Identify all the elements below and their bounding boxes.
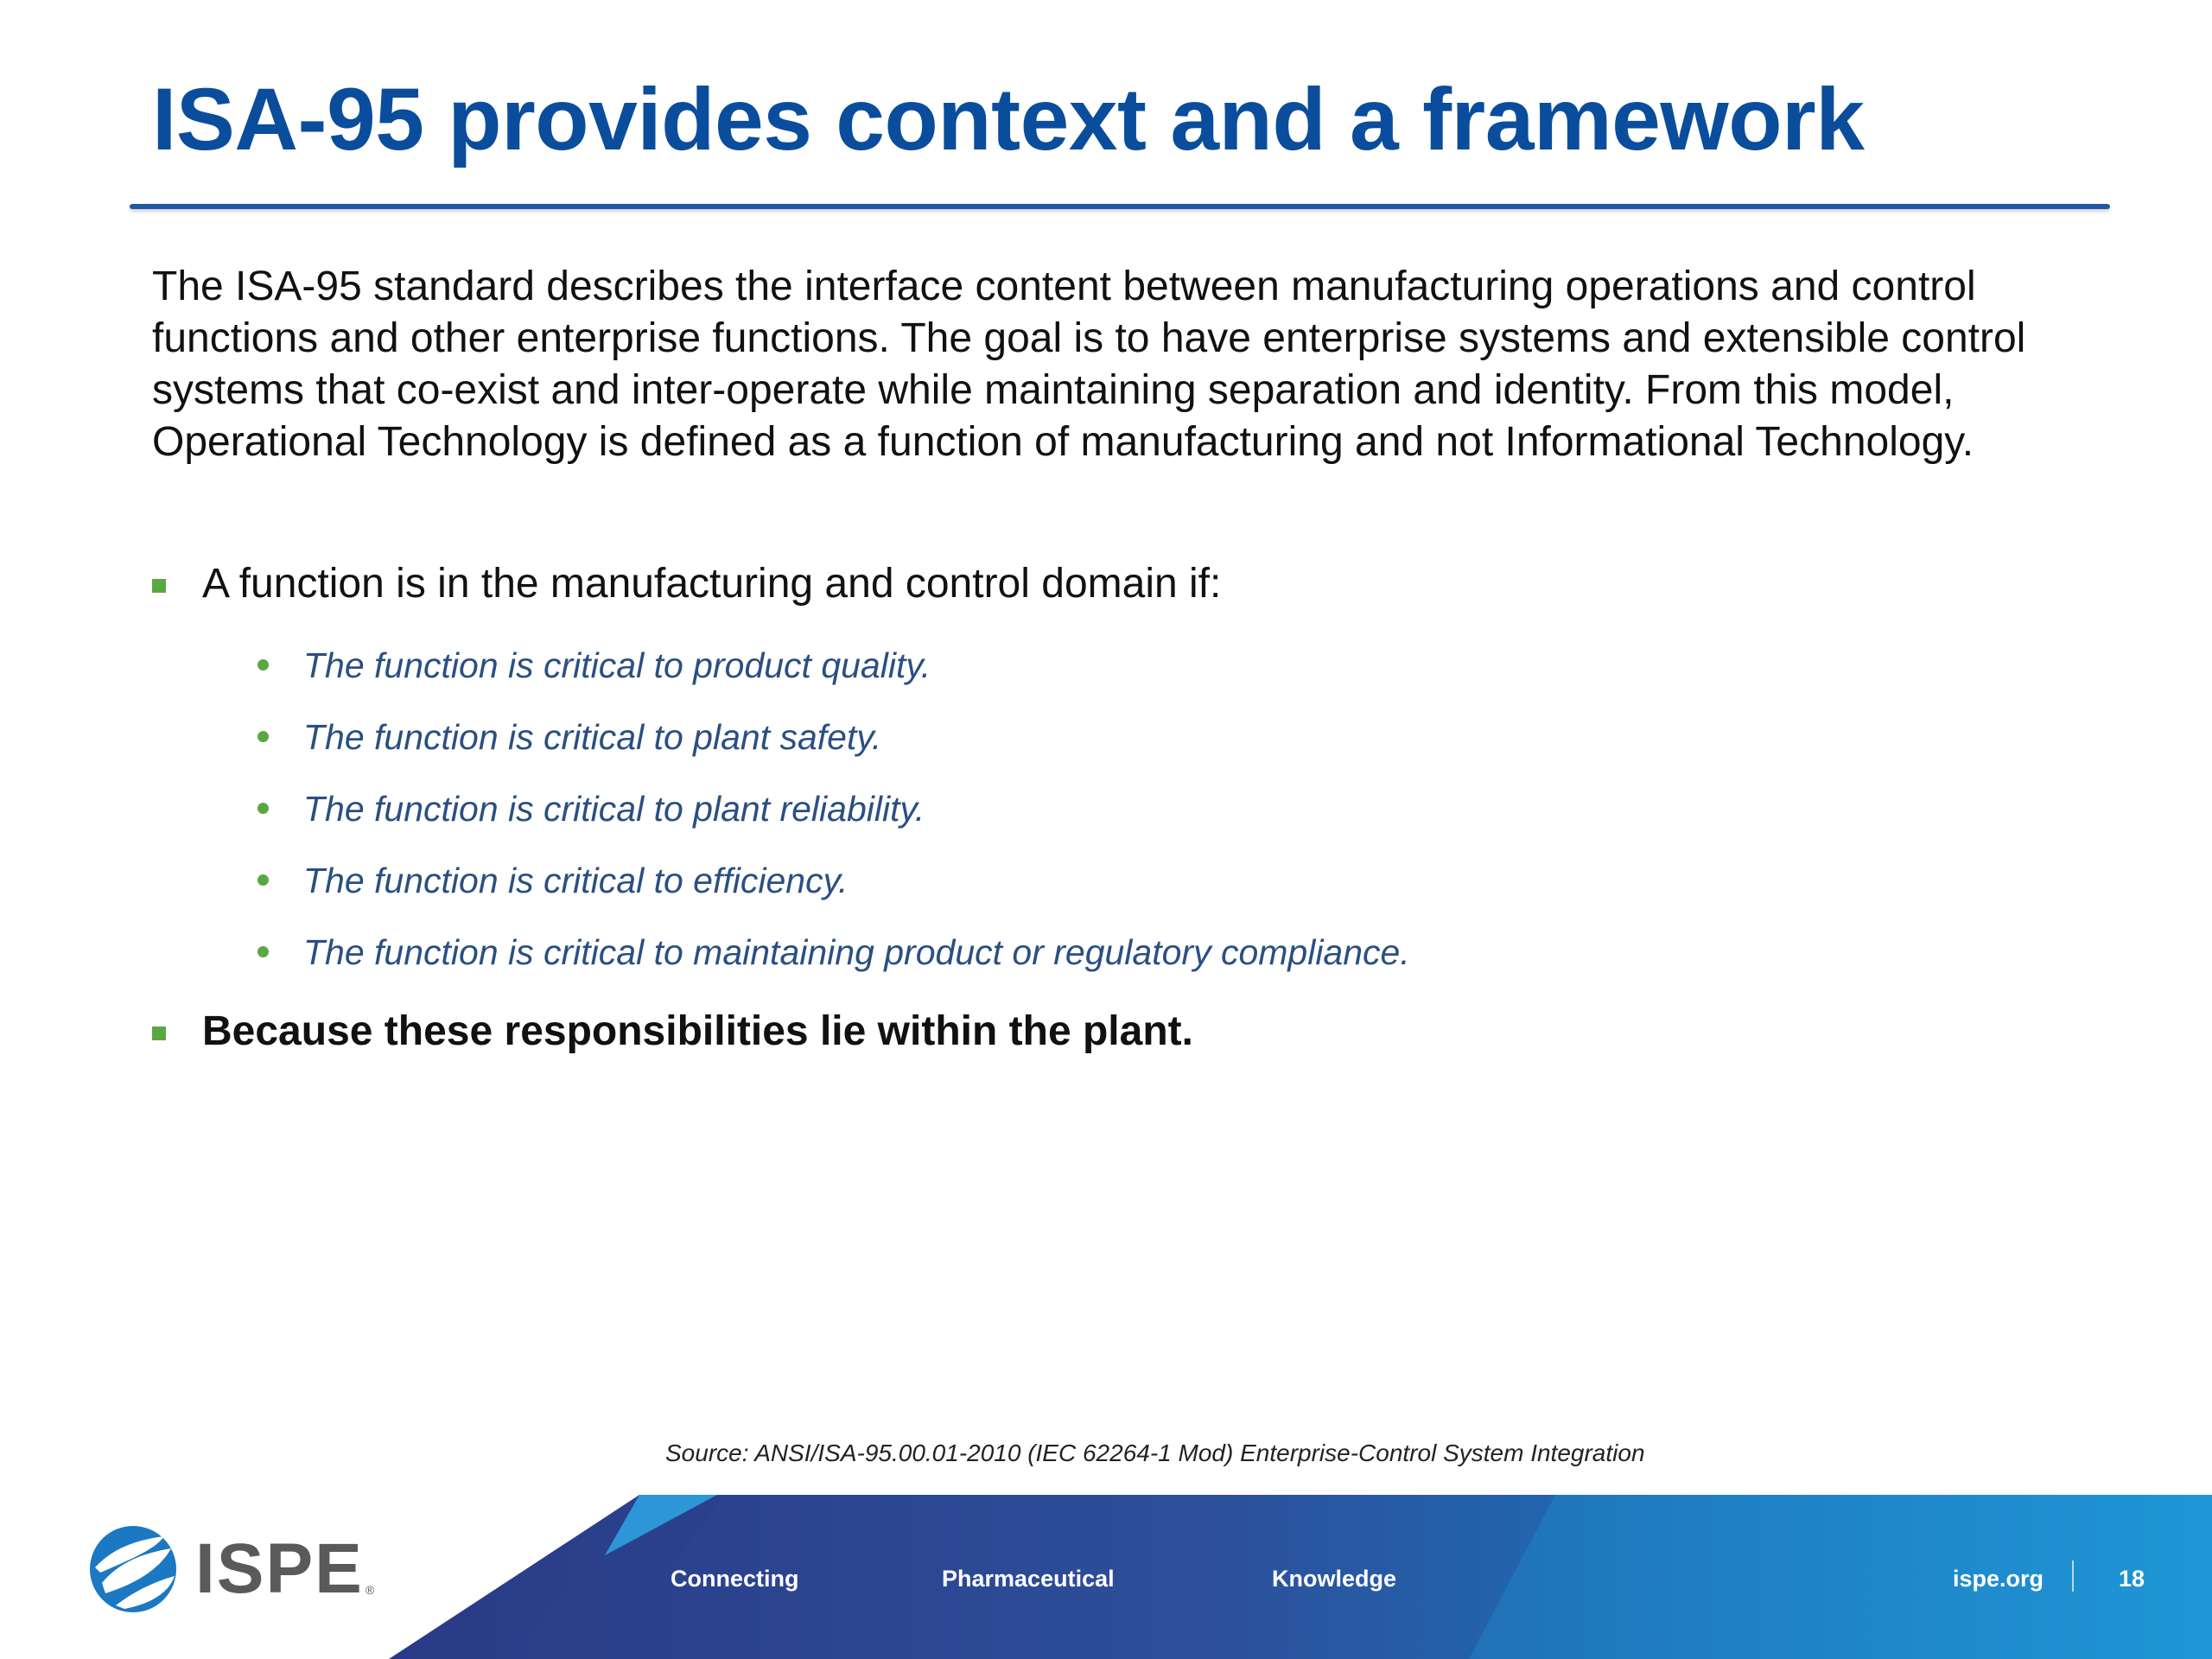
tagline-pharmaceutical: Pharmaceutical [942,1566,1115,1592]
sub-bullet-item [257,844,1410,916]
dot-bullet-icon [257,659,269,671]
sub-bullet-text: The function is critical to product quality. [303,645,931,685]
tagline-knowledge: Knowledge [1272,1566,1397,1592]
registered-mark: ® [365,1583,375,1597]
slide-title: ISA-95 provides context and a framework [152,70,1865,168]
dot-bullet-icon [257,803,269,814]
tagline-connecting: Connecting [671,1566,799,1592]
sub-bullet-text: The function is critical to plant reliability. [303,788,925,829]
bullet-text: Because these responsibilities lie within the plant. [202,1008,1193,1054]
square-bullet-icon [152,1027,166,1040]
dot-bullet-icon [257,874,269,886]
sub-bullet-list [257,629,1410,988]
sub-bullet-text: The function is critical to maintaining product or regulatory compliance. [303,931,1410,972]
source-citation: Source: ANSI/ISA-95.00.01-2010 (IEC 62264-1 Mod) Enterprise-Control System Integration [665,1440,1645,1466]
dot-bullet-icon [257,731,269,742]
bullet-text: A function is in the manufacturing and control domain if: [202,561,1222,607]
sub-bullet-item [257,701,1410,772]
page-number: 18 [2119,1566,2145,1592]
bullet-item [152,1006,1193,1058]
footer-separator [2072,1560,2074,1592]
sub-bullet-item [257,629,1410,701]
title-divider [130,204,2110,209]
sub-bullet-text: The function is critical to efficiency. [303,860,849,900]
sub-bullet-item [257,916,1410,988]
bullet-item [152,558,1221,610]
intro-paragraph: The ISA-95 standard describes the interface content between manufacturing operations and control functions and other enterprise functions. The goal is to have enterprise systems and extensible control systems that co-exist and inter-operate while maintaining separation and identity. From this model, Operational Technology is defined as a function of manufacturing and not Informational Technology. [152,264,2026,465]
ispe-logo [86,1522,374,1616]
logo-text: ISPE [195,1529,364,1608]
sub-bullet-item [257,772,1410,844]
sub-bullet-text: The function is critical to plant safety. [303,716,882,757]
dot-bullet-icon [257,946,269,957]
ispe-globe-icon [86,1522,180,1616]
square-bullet-icon [152,579,166,593]
website-link[interactable]: ispe.org [1953,1566,2044,1592]
